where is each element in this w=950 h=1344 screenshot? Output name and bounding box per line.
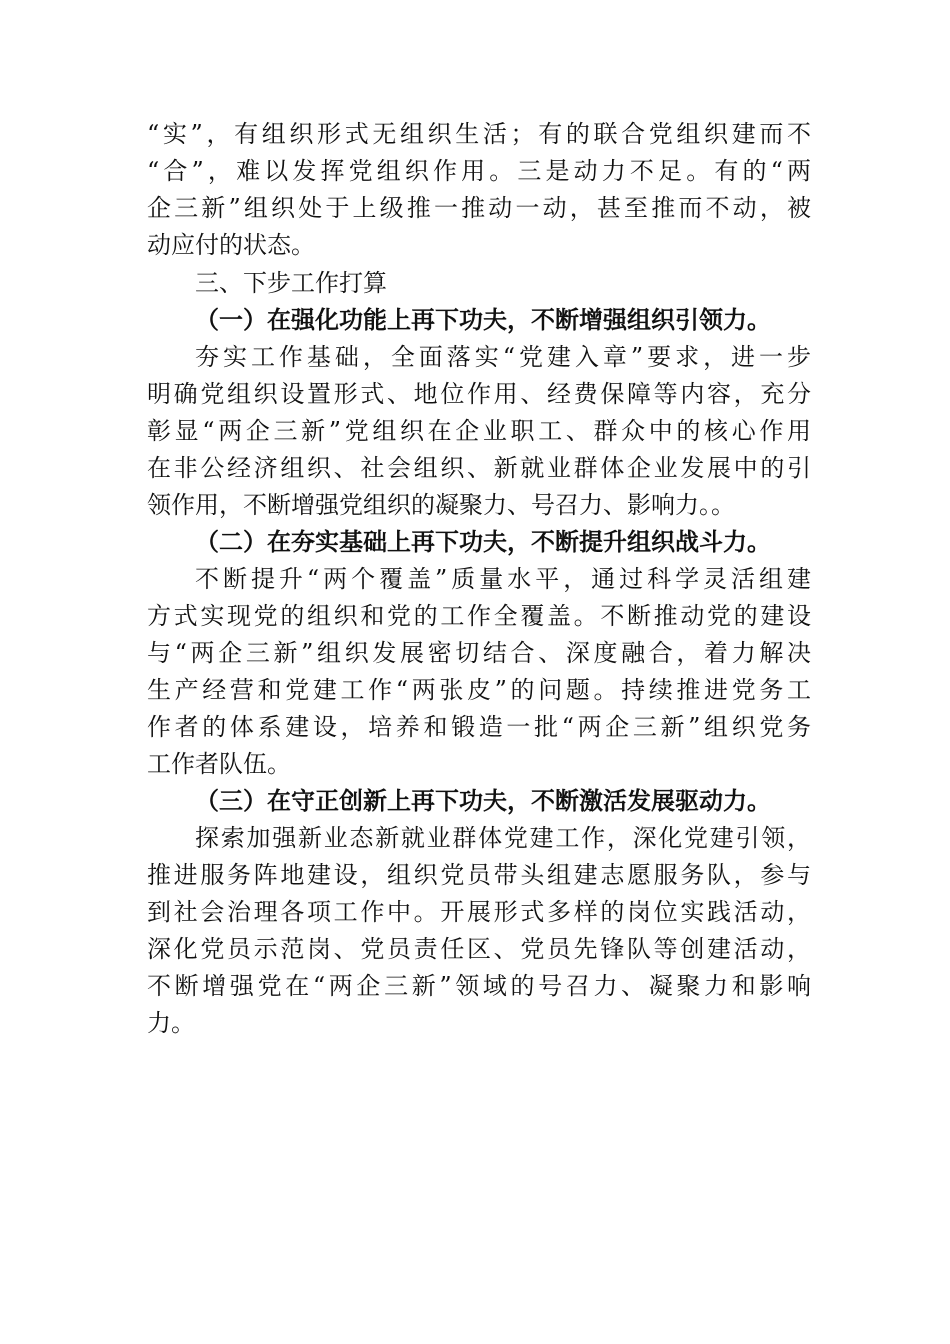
paragraph-line: 推进服务阵地建设，组织党员带头组建志愿服务队，参与: [147, 861, 811, 889]
section-heading: 三、下步工作打算: [195, 269, 387, 297]
paragraph-line: 在非公经济组织、社会组织、新就业群体企业发展中的引: [147, 454, 811, 482]
paragraph-line: 到社会治理各项工作中。开展形式多样的岗位实践活动，: [147, 898, 811, 926]
paragraph-line: 彰显“两企三新”党组织在企业职工、群众中的核心作用: [147, 417, 811, 445]
paragraph-line: 不断增强党在“两企三新”领域的号召力、凝聚力和影响: [147, 972, 811, 1000]
paragraph-line: 深化党员示范岗、党员责任区、党员先锋队等创建活动，: [147, 935, 811, 963]
subheading-3: （三）在守正创新上再下功夫，不断激活发展驱动力。: [195, 786, 771, 815]
paragraph-line: “实”，有组织形式无组织生活；有的联合党组织建而不: [147, 120, 811, 148]
paragraph-line: 力。: [147, 1009, 195, 1037]
paragraph-line: 与“两企三新”组织发展密切结合、深度融合，着力解决: [147, 639, 811, 667]
paragraph-line: 明确党组织设置形式、地位作用、经费保障等内容，充分: [147, 380, 811, 408]
paragraph-line: 动应付的状态。: [147, 231, 315, 259]
paragraph-line: 领作用，不断增强党组织的凝聚力、号召力、影响力。。: [147, 491, 735, 519]
paragraph-line: 作者的体系建设，培养和锻造一批“两企三新”组织党务: [147, 713, 811, 741]
paragraph-line: 夯实工作基础，全面落实“党建入章”要求，进一步: [195, 343, 811, 371]
paragraph-line: “合”，难以发挥党组织作用。三是动力不足。有的“两: [147, 157, 811, 185]
subheading-1: （一）在强化功能上再下功夫，不断增强组织引领力。: [195, 305, 771, 334]
subheading-2: （二）在夯实基础上再下功夫，不断提升组织战斗力。: [195, 527, 771, 556]
paragraph-line: 企三新”组织处于上级推一推动一动，甚至推而不动，被: [147, 194, 811, 222]
paragraph-line: 方式实现党的组织和党的工作全覆盖。不断推动党的建设: [147, 602, 811, 630]
paragraph-line: 不断提升“两个覆盖”质量水平，通过科学灵活组建: [195, 565, 811, 593]
paragraph-line: 生产经营和党建工作“两张皮”的问题。持续推进党务工: [147, 676, 811, 704]
paragraph-line: 探索加强新业态新就业群体党建工作，深化党建引领，: [195, 824, 811, 852]
paragraph-line: 工作者队伍。: [147, 750, 291, 778]
